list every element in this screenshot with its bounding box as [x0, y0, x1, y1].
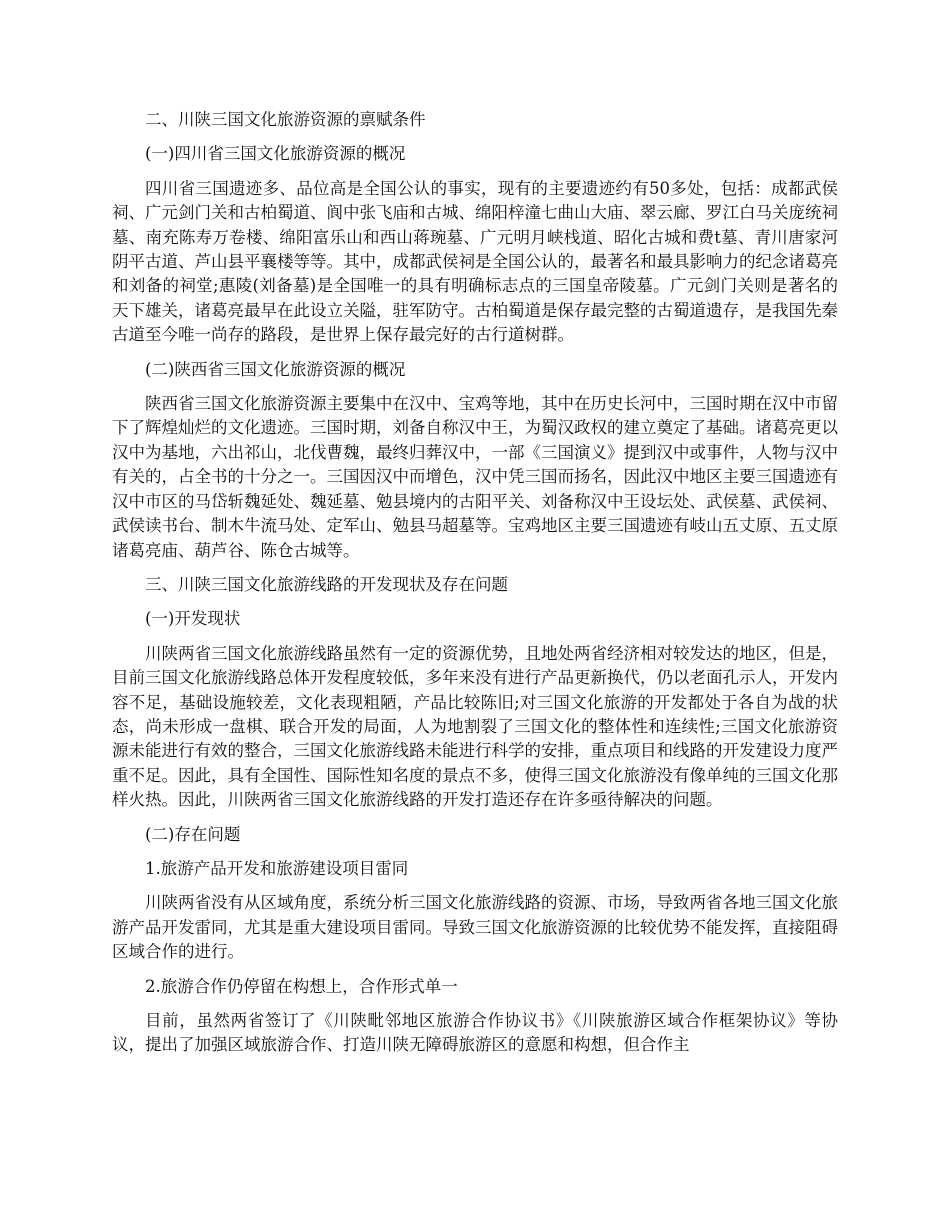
paragraph-shaanxi-overview: 陕西省三国文化旅游资源主要集中在汉中、宝鸡等地，其中在历史长河中，三国时期在汉中市留下了辉煌灿烂的文化遗迹。三国时期，刘备自称汉中王，为蜀汉政权的建立奠定了基础。诸葛亮更以汉中为基地，六出祁山，北伐曹魏，最终归葬汉中，一部《三国演义》提到汉中或事件，人物与汉中有关的，占全书的十分之一。三国因汉中而增色，汉中凭三国而扬名，因此汉中地区主要三国遗迹有汉中市区的马岱斩魏延处、魏延墓、勉县境内的古阳平关、刘备称汉中王设坛处、武侯墓、武侯祠、武侯读书台、制木牛流马处、定军山、勉县马超墓等。宝鸡地区主要三国遗迹有岐山五丈原、五丈原诸葛亮庙、葫芦谷、陈仓古城等。 — [112, 394, 838, 560]
subsection-heading-problems: (二)存在问题 — [145, 824, 241, 844]
paragraph-development-status: 川陕两省三国文化旅游线路虽然有一定的资源优势，且地处两省经济相对较发达的地区，但是，目前三国文化旅游线路总体开发程度较低，多年来没有进行产品更新换代，仍以老面孔示人，开发内容不足，基础设施较差，文化表现粗陋，产品比较陈旧;对三国文化旅游的开发都处于各自为战的状态，尚未形成一盘棋、联合开发的局面，人为地割裂了三国文化的整体性和连续性;三国文化旅游资源未能进行有效的整合，三国文化旅游线路未能进行科学的安排，重点项目和线路的开发建设力度严重不足。因此，具有全国性、国际性知名度的景点不多，使得三国文化旅游没有像单纯的三国文化那样火热。因此，川陕两省三国文化旅游线路的开发打造还存在许多亟待解决的问题。 — [112, 643, 838, 810]
subsection-heading-status: (一)开发现状 — [145, 609, 241, 629]
subsection-heading-sichuan: (一)四川省三国文化旅游资源的概况 — [145, 144, 406, 164]
problem-heading-1: 1.旅游产品开发和旅游建设项目雷同 — [145, 858, 409, 878]
subsection-heading-shaanxi: (二)陕西省三国文化旅游资源的概况 — [145, 359, 406, 379]
paragraph-problem-1: 川陕两省没有从区域角度，系统分析三国文化旅游线路的资源、市场，导致两省各地三国文化旅游产品开发雷同，尤其是重大建设项目雷同。导致三国文化旅游资源的比较优势不能发挥，直接阻碍区域合作的进行。 — [112, 893, 838, 962]
paragraph-problem-2: 目前，虽然两省签订了《川陕毗邻地区旅游合作协议书》《川陕旅游区域合作框架协议》等协议，提出了加强区域旅游合作、打造川陕无障碍旅游区的意愿和构想，但合作主 — [112, 1011, 838, 1055]
document-page — [112, 108, 838, 1068]
paragraph-sichuan-overview: 四川省三国遗迹多、品位高是全国公认的事实，现有的主要遗迹约有50多处，包括：成都武侯祠、广元剑门关和古柏蜀道、阆中张飞庙和古城、绵阳梓潼七曲山大庙、翠云廊、罗江白马关庞统祠墓、南充陈寿万卷楼、绵阳富乐山和西山蒋琬墓、广元明月峡栈道、昭化古城和费t墓、青川唐家河阴平古道、芦山县平襄楼等等。其中，成都武侯祠是全国公认的，最著名和最具影响力的纪念诸葛亮和刘备的祠堂;惠陵(刘备墓)是全国唯一的具有明确标志点的三国皇帝陵墓。广元剑门关则是著名的天下雄关，诸葛亮最早在此设立关隘，驻军防守。古柏蜀道是保存最完整的古蜀道遗存，是我国先秦古道至今唯一尚存的路段，是世界上保存最完好的古行道树群。 — [112, 178, 838, 345]
section-heading-3: 三、川陕三国文化旅游线路的开发现状及存在问题 — [145, 574, 508, 594]
problem-heading-2: 2.旅游合作仍停留在构想上，合作形式单一 — [145, 976, 458, 996]
section-heading-2: 二、川陕三国文化旅游资源的禀赋条件 — [145, 110, 426, 129]
